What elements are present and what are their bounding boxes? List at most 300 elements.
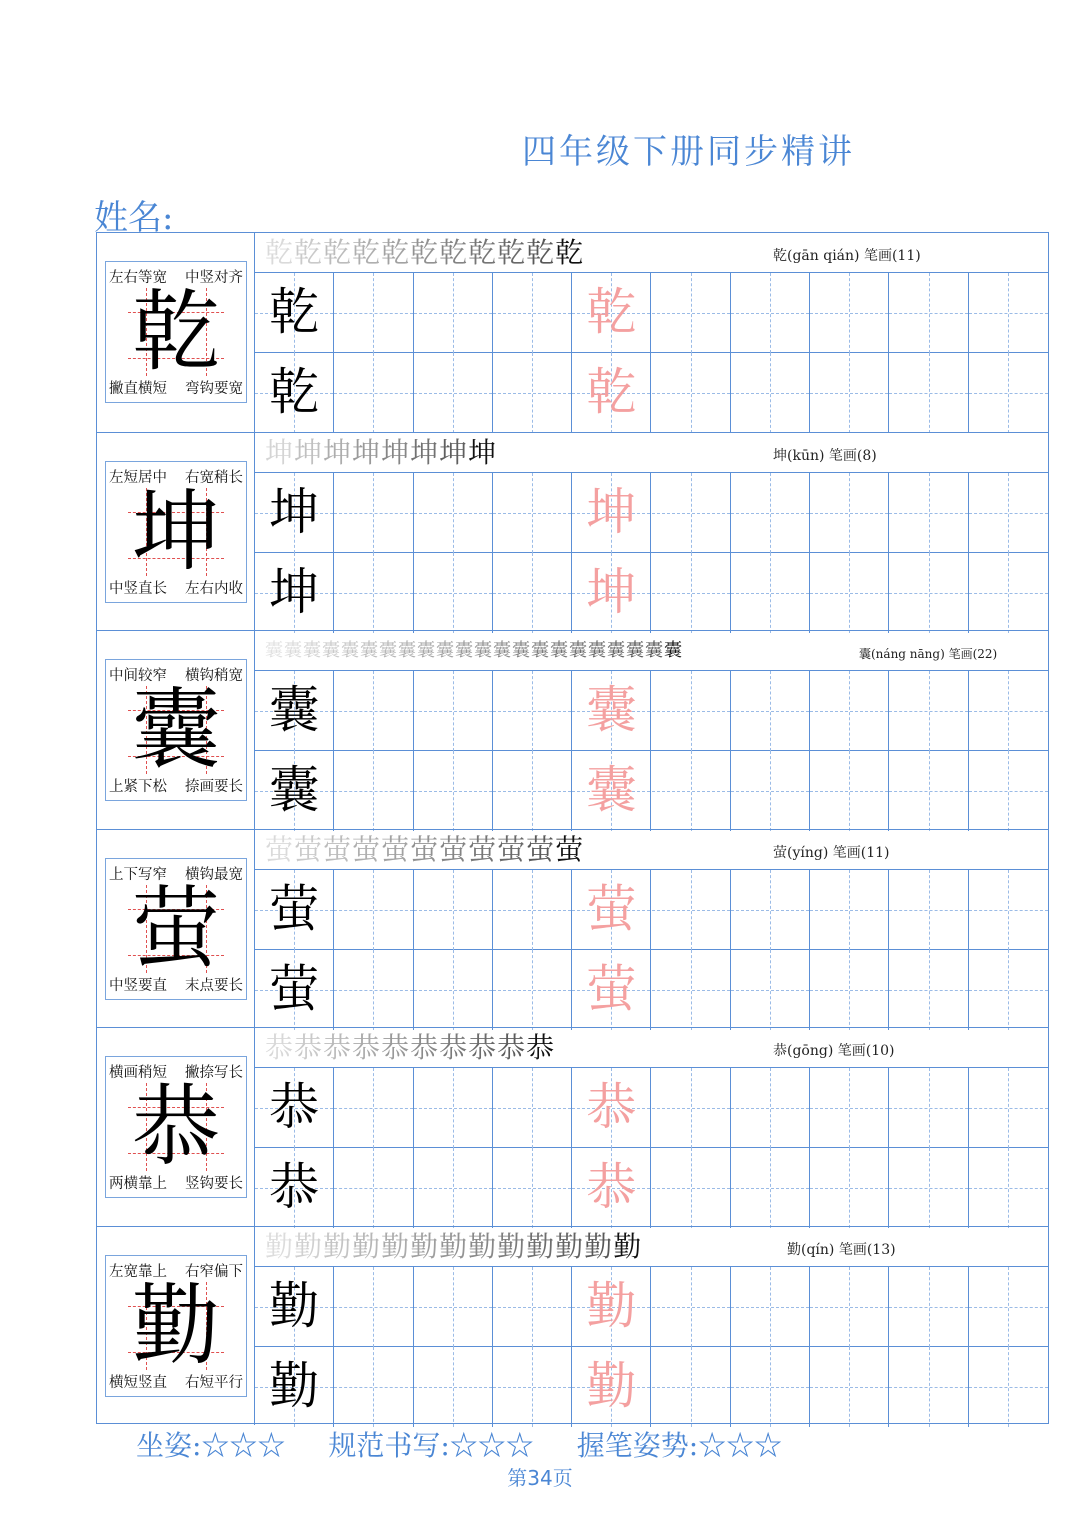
practice-cell[interactable] (731, 473, 810, 553)
cell-guide (652, 513, 730, 514)
practice-cell[interactable] (889, 1068, 968, 1148)
writing-tip: 中间较窄 (109, 668, 167, 685)
cell-guide (334, 593, 412, 594)
practice-cell[interactable] (810, 353, 889, 433)
practice-cell[interactable] (731, 553, 810, 633)
cell-guide (493, 711, 571, 712)
practice-cell[interactable] (572, 273, 651, 353)
model-character: 勤 (131, 1274, 220, 1377)
practice-cell[interactable] (255, 1148, 334, 1228)
writing-tip: 撇捺写长 (185, 1065, 243, 1082)
practice-cell[interactable] (889, 1148, 968, 1228)
cell-guide (889, 791, 967, 792)
writing-tip: 中竖直长 (109, 580, 167, 597)
cell-guide (810, 1387, 888, 1388)
writing-tip: 末点要长 (185, 977, 243, 994)
practice-cell[interactable] (652, 751, 731, 831)
practice-cell[interactable] (810, 671, 889, 751)
practice-cell[interactable] (969, 671, 1048, 751)
stroke-step: 囊 (417, 640, 436, 662)
practice-cell[interactable] (334, 870, 413, 950)
cell-guide (652, 711, 730, 712)
cell-guide (969, 990, 1048, 991)
cell-guide (731, 791, 809, 792)
practice-cell[interactable] (889, 950, 968, 1030)
stroke-step: 坤 (265, 435, 295, 469)
practice-cell[interactable] (334, 1347, 413, 1427)
practice-cell[interactable] (652, 870, 731, 950)
practice-row (255, 273, 1048, 353)
stroke-step: 恭 (381, 1031, 411, 1065)
stroke-step: 萤 (381, 832, 411, 866)
stroke-step: 囊 (493, 640, 512, 662)
cell-guide (731, 513, 809, 514)
practice-cell[interactable] (255, 353, 334, 433)
cell-guide (969, 910, 1048, 911)
practice-cell[interactable] (334, 1267, 413, 1347)
stroke-step: 勤 (439, 1230, 469, 1263)
writing-tip: 竖钩要长 (185, 1176, 243, 1193)
stroke-step: 乾 (468, 236, 498, 269)
stroke-step: 恭 (439, 1031, 469, 1065)
practice-cell[interactable] (414, 353, 493, 433)
character-info: 乾(gān qián) 笔画(11) (773, 248, 921, 264)
practice-cell[interactable] (255, 950, 334, 1030)
stroke-step: 勤 (352, 1230, 382, 1263)
trace-character: 坤 (586, 562, 637, 621)
cell-guide (731, 711, 809, 712)
writing-tip: 两横靠上 (109, 1176, 167, 1193)
practice-cell[interactable] (810, 1148, 889, 1228)
practice-cell[interactable] (969, 870, 1048, 950)
stroke-order-row (255, 1028, 1048, 1068)
cell-guide (810, 990, 888, 991)
trace-character: 坤 (586, 482, 637, 541)
stroke-step: 囊 (303, 640, 322, 662)
cell-guide (969, 1307, 1048, 1308)
stroke-step: 坤 (410, 435, 440, 469)
cell-guide (969, 791, 1048, 792)
cell-guide (493, 990, 571, 991)
practice-cell[interactable] (572, 553, 651, 633)
practice-cell[interactable] (889, 553, 968, 633)
cell-guide (414, 1188, 492, 1189)
practice-cell[interactable] (731, 1148, 810, 1228)
cell-guide (889, 393, 967, 394)
practice-cell[interactable] (731, 751, 810, 831)
stroke-step: 囊 (341, 640, 360, 662)
practice-cell[interactable] (810, 751, 889, 831)
model-character: 坤 (131, 479, 220, 583)
practice-cell[interactable] (493, 1148, 572, 1228)
stroke-step: 萤 (468, 832, 498, 866)
practice-cell[interactable] (334, 1068, 413, 1148)
practice-cell[interactable] (414, 671, 493, 751)
pen-grip-rating: 握笔姿势:☆☆☆ (576, 1429, 783, 1462)
cell-guide (493, 910, 571, 911)
stroke-step: 囊 (398, 640, 417, 662)
practice-cell[interactable] (652, 273, 731, 353)
writing-tip: 上下写窄 (109, 866, 167, 883)
stroke-step: 囊 (588, 640, 607, 662)
practice-cell[interactable] (493, 353, 572, 433)
cell-guide (652, 1307, 730, 1308)
example-character: 乾 (269, 283, 320, 341)
practice-cell[interactable] (572, 751, 651, 831)
practice-cell[interactable] (572, 473, 651, 553)
cell-guide (889, 711, 967, 712)
trace-character: 萤 (586, 879, 637, 938)
practice-cell[interactable] (493, 1267, 572, 1347)
cell-guide (414, 313, 492, 314)
cell-guide (493, 1307, 571, 1308)
cell-guide (334, 1188, 412, 1189)
stroke-step: 勤 (497, 1230, 527, 1263)
stroke-step: 恭 (323, 1031, 353, 1065)
practice-cell[interactable] (255, 273, 334, 353)
cell-guide (414, 711, 492, 712)
cell-guide (414, 593, 492, 594)
model-character-box (105, 261, 247, 403)
cell-guide (969, 1387, 1048, 1388)
evaluation-footer (136, 1424, 816, 1464)
stroke-order-row (255, 1227, 1048, 1267)
practice-cell[interactable] (731, 1068, 810, 1148)
practice-cell[interactable] (889, 473, 968, 553)
cell-guide (810, 313, 888, 314)
cell-guide (334, 1307, 412, 1308)
practice-cell[interactable] (969, 473, 1048, 553)
cell-guide (731, 1108, 809, 1109)
stroke-step: 乾 (294, 236, 324, 269)
practice-cell[interactable] (493, 1068, 572, 1148)
cell-guide (731, 990, 809, 991)
trace-character: 乾 (586, 363, 637, 421)
practice-cell[interactable] (652, 1267, 731, 1347)
practice-cell[interactable] (493, 870, 572, 950)
character-block (97, 1027, 1048, 1226)
practice-cell[interactable] (334, 1148, 413, 1228)
practice-cell[interactable] (255, 1347, 334, 1427)
writing-tip: 横短竖直 (109, 1375, 167, 1391)
stroke-order-row (255, 830, 1048, 870)
cell-guide (969, 1108, 1048, 1109)
stroke-step: 囊 (455, 640, 474, 662)
practice-cell[interactable] (889, 1347, 968, 1427)
cell-guide (810, 711, 888, 712)
practice-cell[interactable] (493, 950, 572, 1030)
practice-cell[interactable] (731, 671, 810, 751)
practice-cell[interactable] (889, 273, 968, 353)
cell-guide (810, 593, 888, 594)
practice-cell[interactable] (572, 1267, 651, 1347)
character-info: 坤(kūn) 笔画(8) (773, 447, 877, 464)
cell-guide (334, 313, 412, 314)
practice-cell[interactable] (414, 1347, 493, 1427)
cell-guide (731, 1387, 809, 1388)
practice-cell[interactable] (493, 553, 572, 633)
writing-tip: 左宽靠上 (109, 1264, 167, 1280)
model-character: 囊 (131, 678, 220, 782)
practice-row (255, 1267, 1048, 1347)
cell-guide (889, 990, 967, 991)
character-info: 萤(yíng) 笔画(11) (773, 844, 890, 861)
cell-guide (969, 513, 1048, 514)
practice-cell[interactable] (493, 273, 572, 353)
stroke-step: 恭 (410, 1031, 440, 1065)
writing-standard-rating: 规范书写:☆☆☆ (328, 1429, 534, 1462)
practice-cell[interactable] (334, 353, 413, 433)
stroke-step: 萤 (526, 832, 556, 866)
stroke-step: 坤 (323, 435, 353, 469)
practice-cell[interactable] (255, 473, 334, 553)
stroke-order-sequence (265, 1229, 642, 1265)
practice-cell[interactable] (969, 1267, 1048, 1347)
stroke-step: 勤 (410, 1230, 440, 1263)
example-character: 萤 (269, 959, 320, 1018)
cell-guide (334, 513, 412, 514)
stroke-step: 乾 (352, 236, 382, 269)
model-character-box (105, 1056, 247, 1198)
cell-guide (493, 1108, 571, 1109)
example-character: 坤 (269, 562, 320, 621)
practice-cell[interactable] (969, 1347, 1048, 1427)
practice-cell[interactable] (969, 751, 1048, 831)
cell-guide (334, 1387, 412, 1388)
practice-cell[interactable] (414, 473, 493, 553)
practice-cell[interactable] (731, 1347, 810, 1427)
cell-guide (810, 393, 888, 394)
stroke-step: 乾 (526, 236, 556, 269)
stroke-step: 囊 (512, 640, 531, 662)
trace-character: 勤 (586, 1357, 637, 1415)
stroke-step: 勤 (613, 1230, 643, 1263)
practice-cell[interactable] (810, 1267, 889, 1347)
practice-cell[interactable] (810, 473, 889, 553)
practice-cell[interactable] (414, 1068, 493, 1148)
practice-cell[interactable] (969, 353, 1048, 433)
practice-row (255, 1347, 1048, 1427)
practice-row (255, 353, 1048, 433)
practice-cell[interactable] (572, 1347, 651, 1427)
model-character-panel (97, 1227, 255, 1425)
practice-cell[interactable] (810, 553, 889, 633)
practice-cell[interactable] (334, 751, 413, 831)
stroke-step: 囊 (265, 640, 284, 662)
cell-guide (731, 393, 809, 394)
cell-guide (810, 1307, 888, 1308)
cell-guide (889, 593, 967, 594)
practice-cell[interactable] (255, 1068, 334, 1148)
cell-guide (334, 791, 412, 792)
cell-guide (493, 513, 571, 514)
writing-tip: 上紧下松 (109, 779, 167, 796)
cell-guide (889, 1108, 967, 1109)
practice-cell[interactable] (493, 1347, 572, 1427)
stroke-step: 萤 (294, 832, 324, 866)
model-character-panel (97, 830, 255, 1028)
cell-guide (414, 393, 492, 394)
practice-cell[interactable] (810, 870, 889, 950)
cell-guide (969, 711, 1048, 712)
example-character: 萤 (269, 879, 320, 938)
practice-cell[interactable] (255, 1267, 334, 1347)
cell-guide (889, 313, 967, 314)
stroke-step: 乾 (265, 236, 295, 269)
practice-cell[interactable] (414, 751, 493, 831)
practice-cell[interactable] (731, 950, 810, 1030)
stroke-step: 囊 (607, 640, 626, 662)
practice-cell[interactable] (255, 553, 334, 633)
writing-tip: 撇直横短 (109, 381, 167, 397)
model-character-panel (97, 1028, 255, 1226)
stroke-step: 勤 (584, 1230, 614, 1263)
practice-cell[interactable] (889, 671, 968, 751)
practice-cell[interactable] (810, 273, 889, 353)
practice-cell[interactable] (889, 870, 968, 950)
practice-cell[interactable] (334, 671, 413, 751)
cell-guide (414, 1387, 492, 1388)
stroke-order-row (255, 433, 1048, 473)
stroke-step: 囊 (550, 640, 569, 662)
stroke-step: 萤 (410, 832, 440, 866)
practice-cell[interactable] (810, 1068, 889, 1148)
practice-sheet (96, 232, 1049, 1424)
cell-guide (334, 1108, 412, 1109)
worksheet-title: 四年级下册同步精讲 (522, 132, 855, 172)
practice-cell[interactable] (255, 671, 334, 751)
practice-cell[interactable] (572, 671, 651, 751)
practice-cell[interactable] (652, 1148, 731, 1228)
practice-cell[interactable] (810, 950, 889, 1030)
practice-cell[interactable] (572, 353, 651, 433)
cell-guide (889, 910, 967, 911)
stroke-step: 勤 (294, 1230, 324, 1263)
cell-guide (731, 1307, 809, 1308)
practice-cell[interactable] (889, 1267, 968, 1347)
practice-cell[interactable] (414, 950, 493, 1030)
practice-cell[interactable] (493, 671, 572, 751)
practice-row (255, 553, 1048, 633)
stroke-step: 囊 (645, 640, 664, 662)
practice-cell[interactable] (652, 1347, 731, 1427)
practice-cell[interactable] (810, 1347, 889, 1427)
practice-cell[interactable] (731, 1267, 810, 1347)
cell-guide (731, 313, 809, 314)
practice-cell[interactable] (969, 273, 1048, 353)
practice-cell[interactable] (731, 273, 810, 353)
cell-guide (969, 393, 1048, 394)
stroke-step: 萤 (352, 832, 382, 866)
practice-cell[interactable] (572, 950, 651, 1030)
stroke-step: 乾 (323, 236, 353, 269)
practice-cell[interactable] (652, 353, 731, 433)
cell-guide (810, 513, 888, 514)
practice-row (255, 950, 1048, 1030)
stroke-step: 坤 (381, 435, 411, 469)
practice-cell[interactable] (731, 353, 810, 433)
practice-cell[interactable] (969, 950, 1048, 1030)
practice-cell[interactable] (731, 870, 810, 950)
practice-cell[interactable] (652, 1068, 731, 1148)
cell-guide (334, 393, 412, 394)
practice-cell[interactable] (572, 1148, 651, 1228)
stroke-step: 恭 (468, 1031, 498, 1065)
writing-tip: 横画稍短 (109, 1065, 167, 1082)
model-character-box (105, 461, 247, 603)
stroke-step: 乾 (439, 236, 469, 269)
practice-cell[interactable] (414, 553, 493, 633)
cell-guide (414, 513, 492, 514)
stroke-step: 勤 (555, 1230, 585, 1263)
stroke-step: 囊 (360, 640, 379, 662)
practice-cell[interactable] (652, 473, 731, 553)
practice-cell[interactable] (969, 1148, 1048, 1228)
practice-cell[interactable] (334, 950, 413, 1030)
stroke-order-row (255, 631, 1048, 671)
practice-cell[interactable] (334, 273, 413, 353)
stroke-step: 囊 (664, 640, 683, 662)
practice-cell[interactable] (334, 553, 413, 633)
practice-cell[interactable] (572, 870, 651, 950)
practice-cell[interactable] (572, 1068, 651, 1148)
stroke-step: 恭 (294, 1031, 324, 1065)
practice-row (255, 1068, 1048, 1148)
cell-guide (810, 1108, 888, 1109)
practice-cell[interactable] (969, 553, 1048, 633)
practice-cell[interactable] (493, 473, 572, 553)
practice-cell[interactable] (414, 1267, 493, 1347)
cell-guide (652, 910, 730, 911)
practice-cell[interactable] (334, 473, 413, 553)
stroke-step: 萤 (323, 832, 353, 866)
practice-cell[interactable] (652, 950, 731, 1030)
model-character-box (105, 659, 247, 801)
trace-character: 勤 (586, 1277, 637, 1335)
cell-guide (969, 1188, 1048, 1189)
cell-guide (652, 1108, 730, 1109)
practice-cell[interactable] (969, 1068, 1048, 1148)
practice-cell[interactable] (414, 870, 493, 950)
writing-tip: 中竖要直 (109, 977, 167, 994)
stroke-step: 恭 (497, 1031, 527, 1065)
trace-character: 恭 (586, 1078, 637, 1137)
stroke-step: 乾 (410, 236, 440, 269)
cell-guide (969, 593, 1048, 594)
cell-guide (493, 393, 571, 394)
practice-cell[interactable] (889, 353, 968, 433)
practice-cell[interactable] (255, 751, 334, 831)
cell-guide (810, 791, 888, 792)
stroke-step: 恭 (265, 1031, 295, 1065)
practice-cell[interactable] (889, 751, 968, 831)
cell-guide (810, 910, 888, 911)
practice-cell[interactable] (414, 273, 493, 353)
stroke-order-sequence (265, 435, 497, 471)
name-label: 姓名: (94, 198, 174, 238)
example-character: 坤 (269, 482, 320, 541)
practice-cell[interactable] (652, 553, 731, 633)
practice-cell[interactable] (493, 751, 572, 831)
practice-cell[interactable] (255, 870, 334, 950)
cell-guide (731, 910, 809, 911)
cell-guide (731, 593, 809, 594)
stroke-step: 囊 (379, 640, 398, 662)
cell-guide (969, 313, 1048, 314)
practice-cell[interactable] (414, 1148, 493, 1228)
practice-cell[interactable] (652, 671, 731, 751)
stroke-step: 萤 (439, 832, 469, 866)
